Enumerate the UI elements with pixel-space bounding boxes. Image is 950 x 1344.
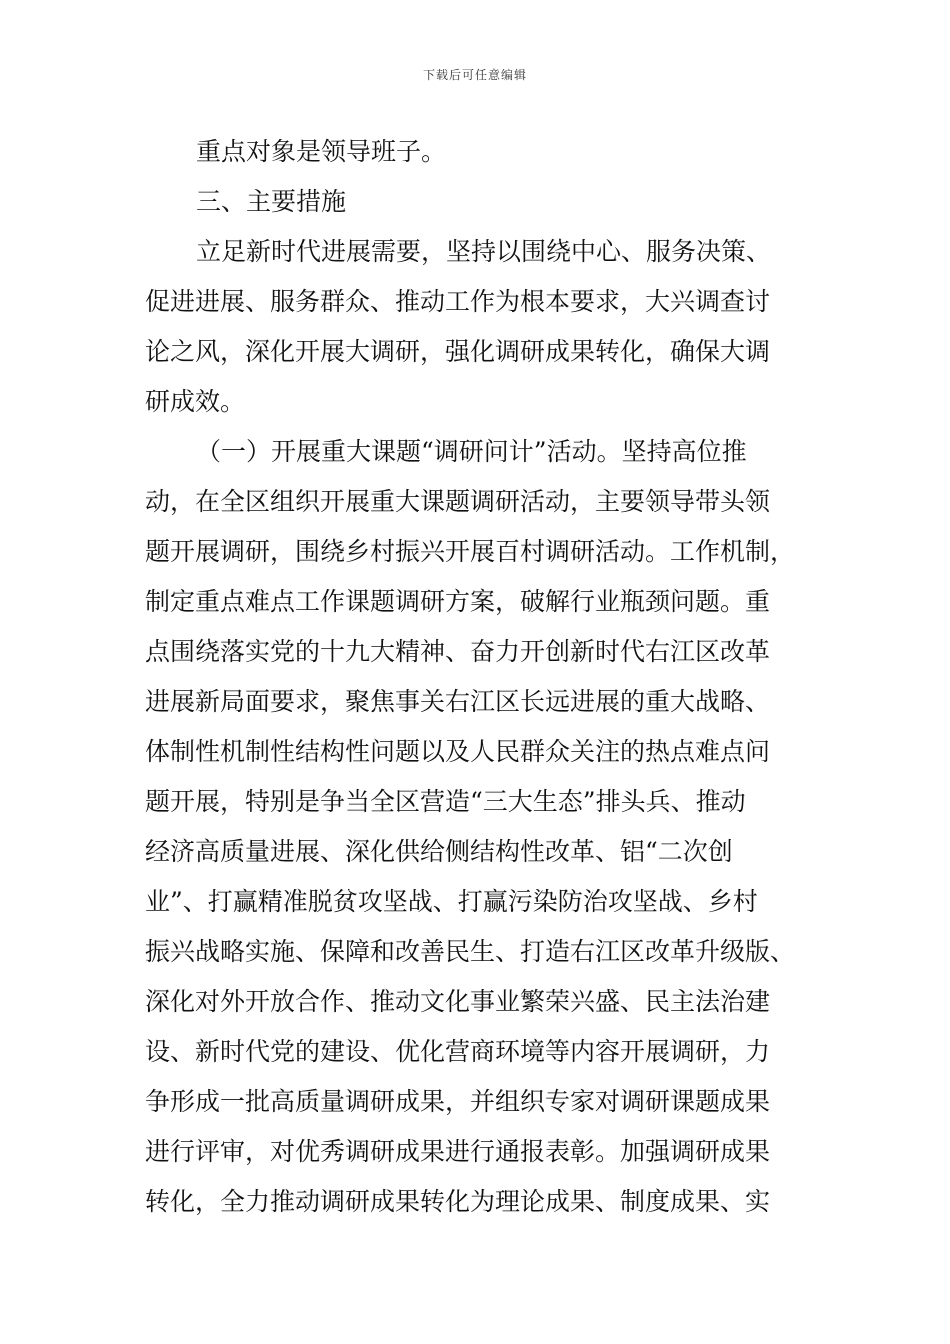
text-line: 研成效。 [145,387,246,416]
text-line: 论之风，深化开展大调研，强化调研成果转化，确保大调 [145,337,771,366]
text-line: 进展新局面要求，聚焦事关右江区长远进展的重大战略、 [145,687,771,716]
text-line: 动，在全区组织开展重大课题调研活动，主要领导带头领 [145,487,771,516]
text-line: 经济高质量进展、深化供给侧结构性改革、铝“二次创 [145,837,733,866]
header-note: 下载后可任意编辑 [422,68,527,82]
text-line: 促进进展、服务群众、推动工作为根本要求，大兴调查讨 [145,287,771,316]
text-line: 争形成一批高质量调研成果，并组织专家对调研课题成果 [145,1087,771,1116]
text-line: 振兴战略实施、保障和改善民生、打造右江区改革升级版、 [145,937,796,966]
text-line: 题开展调研，围绕乡村振兴开展百村调研活动。工作机制， [145,537,796,566]
text-line: 设、新时代党的建设、优化营商环境等内容开展调研，力 [145,1037,771,1066]
text-line: 深化对外开放合作、推动文化事业繁荣兴盛、民主法治建 [145,987,771,1016]
text-line: 业”、打赢精准脱贫攻坚战、打赢污染防治攻坚战、乡村 [145,887,758,916]
text-line: 制定重点难点工作课题调研方案，破解行业瓶颈问题。重 [145,587,771,616]
text-line: 体制性机制性结构性问题以及人民群众关注的热点难点问 [145,737,771,766]
subsection-line: （一）开展重大课题“调研问计”活动。坚持高位推 [196,437,747,466]
section-heading: 三、主要措施 [196,187,347,216]
text-line: 转化，全力推动调研成果转化为理论成果、制度成果、实 [145,1187,771,1216]
text-line: 点围绕落实党的十九大精神、奋力开创新时代右江区改革 [145,637,771,666]
text-line: 题开展，特别是争当全区营造“三大生态”排头兵、推动 [145,787,746,816]
text-line: 重点对象是领导班子。 [196,137,447,166]
text-line: 立足新时代进展需要，坚持以围绕中心、服务决策、 [196,237,772,266]
text-line: 进行评审，对优秀调研成果进行通报表彰。加强调研成果 [145,1137,771,1166]
